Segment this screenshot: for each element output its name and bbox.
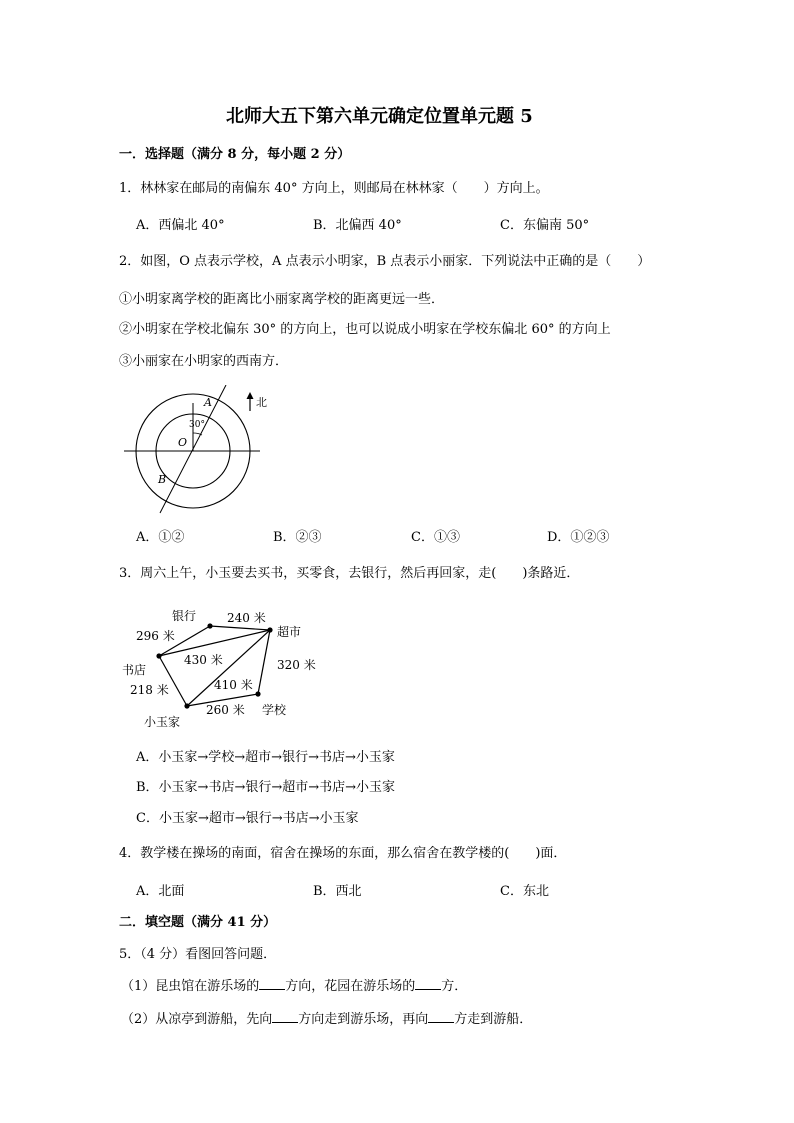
school-point [255, 691, 260, 696]
market-point [267, 627, 272, 632]
section-heading-fill: 二．填空题（满分 41 分） [119, 915, 277, 930]
q2-option-a: A．①② [136, 530, 185, 545]
q5-p2-text-a: （2）从凉亭到游船，先向 [121, 1012, 273, 1027]
q2-statement-3: ③小丽家在小明家的西南方． [119, 354, 289, 369]
bookstore-label: 书店 [122, 663, 147, 677]
q4-option-b: B．西北 [313, 884, 362, 899]
page-title: 北师大五下第六单元确定位置单元题 5 [226, 106, 533, 127]
angle-label: 30° [189, 420, 205, 430]
q5-part-2 [121, 1010, 532, 1028]
home-label: 小玉家 [144, 715, 181, 729]
q4-option-a: A．北面 [136, 884, 185, 899]
q5-p1-text-a: （1）昆虫馆在游乐场的 [121, 979, 260, 994]
q5-p1-text-c: 方． [441, 979, 468, 994]
market-label: 超市 [277, 625, 302, 639]
dist-bank-market: 240 米 [227, 611, 266, 625]
question-1-stem: 1．林林家在邮局的南偏东 40° 方向上，则邮局在林林家（ ）方向上。 [119, 181, 549, 196]
q2-option-d: D．①②③ [547, 530, 610, 545]
q4-option-c: C．东北 [500, 884, 549, 899]
question-5-stem: 5．（4 分）看图回答问题． [119, 947, 277, 962]
q5-p1-blank-1[interactable] [259, 977, 285, 990]
dist-bookstore-home: 218 米 [130, 683, 169, 697]
q5-p2-blank-2[interactable] [428, 1010, 454, 1023]
q2-statement-2: ②小明家在学校北偏东 30° 的方向上，也可以说成小明家在学校东偏北 60° 的方向上 [119, 322, 611, 337]
q5-p1-blank-2[interactable] [415, 977, 441, 990]
question-4-stem: 4．教学楼在操场的南面，宿舍在操场的东面，那么宿舍在教学楼的( )面． [119, 846, 567, 861]
q3-option-b: B．小玉家→书店→银行→超市→书店→小玉家 [136, 780, 396, 795]
bank-label: 银行 [172, 609, 197, 623]
point-b-label: B [158, 473, 167, 486]
section-heading-choice: 一．选择题（满分 8 分，每小题 2 分） [119, 147, 351, 162]
path-bank-market [210, 626, 270, 630]
point-a-label: A [204, 396, 212, 409]
q5-p1-text-b: 方向，花园在游乐场的 [285, 979, 416, 994]
q3-route-map [120, 602, 320, 732]
dist-home-school: 260 米 [206, 703, 245, 717]
path-bookstore-home [159, 656, 187, 706]
north-arrow-head [247, 392, 254, 399]
q3-option-a: A．小玉家→学校→超市→银行→书店→小玉家 [136, 750, 395, 765]
q5-p2-blank-1[interactable] [272, 1010, 298, 1023]
bookstore-point [156, 653, 161, 658]
home-point [184, 703, 189, 708]
q2-option-c: C．①③ [411, 530, 460, 545]
q1-option-c: C．东偏南 50° [500, 218, 590, 233]
q2-statement-1: ①小明家离学校的距离比小丽家离学校的距离更远一些． [119, 292, 445, 307]
q1-option-b: B．北偏西 40° [313, 218, 402, 233]
dist-market-school: 320 米 [277, 658, 316, 672]
q2-option-b: B．②③ [273, 530, 322, 545]
q5-part-1 [121, 977, 467, 995]
q3-option-c: C．小玉家→超市→银行→书店→小玉家 [136, 811, 359, 826]
q5-p2-text-b: 方向走到游乐场，再向 [298, 1012, 429, 1027]
q2-compass-figure [118, 385, 278, 520]
q1-option-a: A．西偏北 40° [136, 218, 225, 233]
bank-point [207, 623, 212, 628]
school-label: 学校 [262, 703, 287, 717]
dist-bookstore-market: 430 米 [184, 653, 223, 667]
q5-p2-text-c: 方走到游船． [454, 1012, 533, 1027]
north-label: 北 [256, 396, 267, 409]
question-3-stem: 3．周六上午，小玉要去买书，买零食，去银行，然后再回家，走( )条路近． [119, 566, 580, 581]
point-o-label: O [178, 436, 188, 449]
dist-home-market: 410 米 [214, 678, 253, 692]
question-2-stem: 2．如图，O 点表示学校，A 点表示小明家，B 点表示小丽家．下列说法中正确的是（ ） [119, 254, 651, 269]
dist-bank-bookstore: 296 米 [136, 629, 175, 643]
